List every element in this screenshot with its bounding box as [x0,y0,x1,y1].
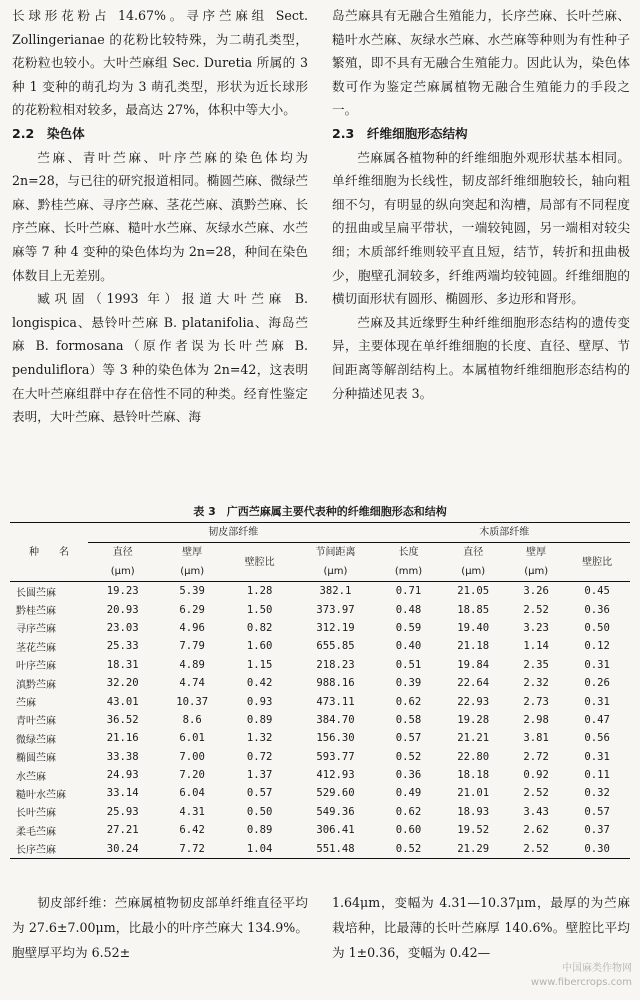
value-cell: 22.64 [457,677,490,690]
value-cell: 0.57 [584,805,610,818]
value-cell: 19.23 [106,585,139,598]
value-cell: 0.26 [584,677,610,690]
value-cell: 0.52 [395,842,422,855]
value-cell: 0.50 [584,621,610,634]
value-cell: 1.60 [246,640,273,653]
value-cell: 7.20 [179,769,205,782]
species-name-cell: 滇黔苎麻 [16,679,56,691]
paragraph-phloem-summary: 韧皮部纤维：苎麻属植物韧皮部单纤维直径平均为 27.6±7.00μm，比最小的叶序苎麻大 134.9%。胞壁厚平均为 6.52± [12,895,308,960]
value-cell: 22.80 [457,750,490,763]
value-cell: 1.37 [246,769,273,782]
table-row [10,600,630,618]
unit-header: (μm) [461,566,486,577]
unit-row [10,562,630,582]
value-cell: 0.11 [584,769,610,782]
unit-header: (mm) [394,566,423,577]
value-cell: 0.59 [395,621,422,634]
species-name-cell: 水苎麻 [16,771,46,783]
value-cell: 2.32 [523,677,549,690]
value-cell: 384.70 [316,713,355,726]
value-cell: 655.85 [316,640,355,653]
table-row [10,711,630,729]
value-cell: 3.23 [523,621,549,634]
value-cell: 156.30 [316,732,355,745]
value-cell: 0.48 [395,603,422,616]
value-cell: 0.52 [395,750,422,763]
value-cell: 0.93 [246,695,273,708]
value-cell: 0.47 [584,713,610,726]
value-cell: 0.36 [395,769,422,782]
bottom-right-column [332,890,630,965]
value-cell: 19.84 [457,658,490,671]
value-cell: 312.19 [316,621,355,634]
left-text-column [12,4,308,429]
watermark-url: www.fibercrops.com [530,977,632,988]
value-cell: 0.50 [246,805,273,818]
value-cell: 18.93 [457,805,490,818]
value-cell: 1.04 [246,842,273,855]
value-cell: 18.18 [457,769,490,782]
value-cell: 0.82 [246,621,273,634]
paragraph-chromosome: 苎麻、青叶苎麻、叶序苎麻的染色体均为 2n=28，与已往的研究报道相同。椭圆苎麻、微绿苎麻、黔桂苎麻、寻序苎麻、茎花苎麻、滇黔苎麻、长序苎麻、长叶苎麻、糙叶水苎麻、灰绿水苎麻、水苎麻等 7 种 4 变种的染色体均为 2n=28，种间在染色体数目上无差别。 [12,149,308,283]
value-cell: 382.1 [319,585,352,598]
value-cell: 2.98 [523,713,549,726]
watermark [531,962,632,990]
unit-header: (μm) [524,566,549,577]
value-cell: 25.93 [106,805,139,818]
value-cell: 7.00 [179,750,205,763]
column-header: 长度 [398,547,419,558]
table-row [10,619,630,637]
value-cell: 0.56 [584,732,610,745]
column-header: 节间距离 [315,547,356,558]
value-cell: 22.93 [457,695,490,708]
value-cell: 0.72 [246,750,273,763]
value-cell: 0.37 [584,824,610,837]
value-cell: 3.43 [523,805,549,818]
column-header: 直径 [463,547,484,558]
value-cell: 2.62 [523,824,549,837]
value-cell: 18.85 [457,603,490,616]
species-name-cell: 叶序苎麻 [16,661,56,673]
value-cell: 0.12 [584,640,610,653]
column-header: 壁腔比 [564,543,630,582]
value-cell: 2.35 [523,658,549,671]
paragraph-fiber-variation: 苎麻及其近缘野生种纤维细胞形态结构的遗传变异，主要体现在单纤维细胞的长度、直径、壁厚、节间距离等解剖结构上。本属植物纤维细胞形态结构的分种描述见表 3。 [332,314,630,401]
species-name-cell: 黔桂苎麻 [16,606,56,618]
value-cell: 593.77 [316,750,355,763]
species-name-cell: 柔毛苎麻 [16,826,56,838]
value-cell: 2.73 [523,695,549,708]
value-cell: 21.16 [106,732,139,745]
section-heading-fiber: 2.3 纤维细胞形态结构 [332,125,468,141]
value-cell: 4.31 [179,805,205,818]
value-cell: 6.01 [179,732,205,745]
table-body [10,582,630,859]
species-name-cell: 长圆苎麻 [16,587,56,599]
species-name-cell: 青叶苎麻 [16,716,56,728]
unit-header: (μm) [110,566,135,577]
column-header: 壁厚 [526,547,547,558]
paragraph-apomixis: 岛苎麻具有无融合生殖能力，长序苎麻、长叶苎麻、糙叶水苎麻、灰绿水苎麻、水苎麻等种则为有性种子繁殖，即不具有无融合生殖能力。因此认为，染色体数可作为鉴定苎麻属植物无融合生殖能力的手段之一。 [332,8,630,118]
fiber-morphology-table [10,522,630,859]
value-cell: 0.40 [395,640,422,653]
value-cell: 27.21 [106,824,139,837]
column-header: 壁腔比 [227,543,293,582]
value-cell: 21.05 [457,585,490,598]
xylem-group-header: 木质部纤维 [379,523,631,543]
value-cell: 2.52 [523,603,549,616]
value-cell: 2.52 [523,787,549,800]
value-cell: 6.42 [179,824,205,837]
value-cell: 373.97 [316,603,355,616]
paragraph-phloem-summary-cont: 1.64μm，变幅为 4.31—10.37μm，最厚的为苎麻栽培种，比最薄的长叶苎麻厚 140.6%。壁腔比平均为 1±0.36，变幅为 0.42— [332,895,630,960]
value-cell: 0.31 [584,750,610,763]
unit-header: (μm) [180,566,205,577]
unit-header: (μm) [323,566,348,577]
value-cell: 473.11 [316,695,355,708]
value-cell: 306.41 [316,824,355,837]
value-cell: 218.23 [316,658,355,671]
value-cell: 19.28 [457,713,490,726]
species-name-cell: 糙叶水苎麻 [16,789,66,801]
value-cell: 0.58 [395,713,422,726]
table-row [10,766,630,784]
value-cell: 33.38 [106,750,139,763]
species-name-cell: 茎花苎麻 [16,642,56,654]
table-row [10,656,630,674]
species-name-cell: 苎麻 [16,698,36,710]
value-cell: 549.36 [316,805,355,818]
value-cell: 18.31 [106,658,139,671]
value-cell: 7.79 [179,640,205,653]
value-cell: 3.26 [523,585,549,598]
sub-header-row [10,543,630,563]
value-cell: 0.42 [246,677,273,690]
value-cell: 23.03 [106,621,139,634]
paragraph-pollen: 长球形花粉占 14.67%。寻序苎麻组 Sect. Zollingerianae 的花粉比较特殊，为二萌孔类型，花粉粒也较小。大叶苎麻组 Sec. Duretia 所属的 3 种 1 变种的萌孔均为 3 萌孔类型，形状为近长球形的花粉粒相对较多，最高达 27%，体积中等大小。 [12,8,308,118]
column-header: 直径 [112,547,133,558]
value-cell: 21.21 [457,732,490,745]
value-cell: 19.40 [457,621,490,634]
value-cell: 4.74 [179,677,205,690]
table-row [10,748,630,766]
value-cell: 0.60 [395,824,422,837]
species-header: 种 名 [10,523,88,582]
value-cell: 8.6 [182,713,202,726]
value-cell: 6.29 [179,603,205,616]
right-text-column [332,4,630,405]
value-cell: 0.62 [395,695,422,708]
value-cell: 0.57 [246,787,273,800]
value-cell: 6.04 [179,787,205,800]
value-cell: 988.16 [316,677,355,690]
value-cell: 43.01 [106,695,139,708]
value-cell: 5.39 [179,585,205,598]
value-cell: 412.93 [316,769,355,782]
value-cell: 529.60 [316,787,355,800]
value-cell: 0.39 [395,677,422,690]
value-cell: 0.89 [246,713,273,726]
section-heading-chromosome: 2.2 染色体 [12,125,85,141]
phloem-group-header: 韧皮部纤维 [88,523,379,543]
value-cell: 0.89 [246,824,273,837]
table-row [10,803,630,821]
bottom-left-column [12,890,308,965]
value-cell: 0.51 [395,658,422,671]
value-cell: 0.31 [584,658,610,671]
value-cell: 20.93 [106,603,139,616]
value-cell: 24.93 [106,769,139,782]
value-cell: 10.37 [176,695,209,708]
value-cell: 21.18 [457,640,490,653]
value-cell: 0.71 [395,585,422,598]
species-name-cell: 长叶苎麻 [16,808,56,820]
value-cell: 551.48 [316,842,355,855]
value-cell: 1.32 [246,732,273,745]
paragraph-zang: 臧巩固（1993 年）报道大叶苎麻 B. longispica、悬铃叶苎麻 B. platanifolia、海岛苎麻 B. formosana（原作者误为长叶苎麻 B. penduliflora）等 3 种的染色体为 2n=42，这表明在大叶苎麻组群中存在倍性不同的种类。经育性鉴定表明，大叶苎麻、悬铃叶苎麻、海 [12,291,308,425]
table-row [10,784,630,802]
table-row [10,821,630,839]
value-cell: 0.30 [584,842,610,855]
table-row [10,839,630,858]
watermark-site-name: 中国麻类作物网 [562,963,632,974]
value-cell: 21.29 [457,842,490,855]
table-row [10,674,630,692]
value-cell: 21.01 [457,787,490,800]
table-row [10,637,630,655]
value-cell: 0.92 [523,769,549,782]
value-cell: 19.52 [457,824,490,837]
column-header: 壁厚 [182,547,203,558]
value-cell: 4.89 [179,658,205,671]
value-cell: 2.52 [523,842,549,855]
table-row [10,692,630,710]
value-cell: 0.49 [395,787,422,800]
value-cell: 3.81 [523,732,549,745]
table-caption: 表 3 广西苎麻属主要代表种的纤维细胞形态和结构 [193,505,447,518]
value-cell: 4.96 [179,621,205,634]
value-cell: 0.57 [395,732,422,745]
value-cell: 7.72 [179,842,205,855]
value-cell: 1.15 [246,658,273,671]
species-name-cell: 长序苎麻 [16,845,56,857]
value-cell: 25.33 [106,640,139,653]
value-cell: 30.24 [106,842,139,855]
value-cell: 32.20 [106,677,139,690]
value-cell: 0.31 [584,695,610,708]
value-cell: 1.28 [246,585,273,598]
species-name-cell: 寻序苎麻 [16,624,56,636]
value-cell: 2.72 [523,750,549,763]
value-cell: 1.14 [523,640,549,653]
value-cell: 0.32 [584,787,610,800]
species-name-cell: 椭圆苎麻 [16,753,56,765]
value-cell: 0.45 [584,585,610,598]
value-cell: 36.52 [106,713,139,726]
species-name-cell: 微绿苎麻 [16,734,56,746]
table-row [10,729,630,747]
paragraph-fiber-shape: 苎麻属各植物种的纤维细胞外观形状基本相同。单纤维细胞为长线性，韧皮部纤维细胞较长，轴向粗细不匀，有明显的纵向突起和沟槽，局部有不同程度的扭曲或呈扁平带状，一端较钝圆，另一端相对较尖细；木质部纤维则较平直且短，结节，转折和扭曲极少，胞壁孔洞较多，纤维两端均较钝圆。纤维细胞的横切面形状有圆形、椭圆形、多边形和肾形。 [332,149,630,307]
value-cell: 1.50 [246,603,273,616]
value-cell: 0.36 [584,603,610,616]
table-row [10,582,630,601]
value-cell: 0.62 [395,805,422,818]
value-cell: 33.14 [106,787,139,800]
